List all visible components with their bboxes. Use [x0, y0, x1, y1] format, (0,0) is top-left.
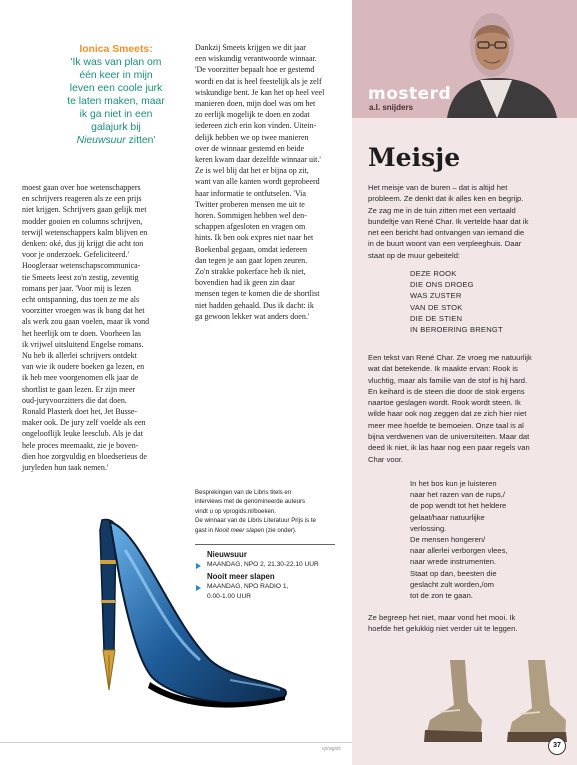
article-column-2: Dankzij Smeets krijgen we dit jaar een wiskundig verantwoorde winnaar. 'De voorzitter bepaalt hoe er gestemd wordt en dat is heel feestelijk als je zelf wiskundige bent. Je kan het op heel veel manieren doen, mijn doel was om het zo eerlijk mogelijk te doen en zodat iedereen zich erin kon vinden. Uitein- delijk hebben we op twee manieren over de winnaar gestemd en beide keren kwam daar dezelfde winnaar uit.' Ze is wel blij dat het er bijna op zit, want van alle kanten wordt geprobeerd haar informatie te ontfutselen. 'Via Twitter proberen mensen me uit te horen. Sommigen hebben wel den- schappen afgesloten en vragen om hints. Ik ben ook expres niet naar het Boekenbal gegaan, omdat iedereen dan tegen je aan gaat lopen zeuren. Zo'n strakke pokerface heb ik niet, bovendien had ik geen zin daar mensen tegen te komen die de shortlist niet hadden gehaald. Dus ik dacht: ik ga gewoon lekker wat anders doen.' — [195, 43, 325, 321]
program-time-nooit-meer-slapen: MAANDAG, NPO RADIO 1, 0.00-1.00 UUR — [207, 583, 289, 600]
page-number: 37 — [548, 737, 566, 755]
column-paragraph-3: Ze begreep het niet, maar vond het mooi. Ik hoefde het gelukkig niet verder uit te leggen. — [368, 613, 518, 634]
fountain-pen-shoe-illustration — [80, 500, 290, 730]
column-paragraph-2: Een tekst van René Char. Ze vroeg me natuurlijk wat dat betekende. Ik maakte ervan: Rook is vluchtig, maar als familie van de stof is hij hard. En keihard is de steen die door de stok ergens naartoe geslagen wordt. Rook wordt steen. Ik wilde haar ook nog zeggen dat ze zich hier niet meer mee hoefde te bemoeien. Onze taal is al bijna verdwenen van de universiteiten. Maar dat deed ik niet, ik las haar nog een paar regels van Char voor. — [368, 353, 532, 464]
column-title: mosterd — [368, 84, 452, 104]
info-box: Besprekingen van de Libris titels en interviews met de genomineerde auteurs vindt u op vprogids.nl/boeken. De winnaar van de Libris Literatuur Prijs is te gast in Nooit meer slapen (zie onder). — [195, 489, 316, 534]
boots-photo — [420, 650, 577, 745]
footer-tag: vprogids — [322, 746, 341, 752]
pull-quote: Ionica Smeets: 'Ik was van plan om één keer in mijn leven een coole jurk te laten maken, maar ik ga niet in een galajurk bij Nieuwsuur zitten' — [67, 44, 165, 146]
column-author: a.l. snijders — [369, 103, 414, 112]
footer-divider — [0, 742, 352, 743]
article-column-1: moest gaan over hoe wetenschappers en schrijvers reageren als ze een prijs niet krijgen. Schrijvers gaan gelijk met modder gooien en columns schrijven, terwijl wetenschappers kalm blijven en denken: oké, dus jij krijgt die acht ton voor je onderzoek. Gefeliciteerd.' Hoogleraar wetenschapscommunica- tie Smeets leest zo'n zestig, zeventig romans per jaar. 'Voor mij is lezen echt ontspanning, dus toen ze me als voorzitter vroegen was ik bang dat het als werk zou gaan voelen, maar ik vond het heerlijk om te doen. Voorheen las ik vrijwel uitsluitend Engelse romans. Nu heb ik allerlei schrijvers ontdekt van wie ik oudere boeken ga lezen, en ik heb mee voorgenomen elk jaar de shortlist te gaan lezen. Er zijn meer oud-juryvoorzitters die dat doen. Ronald Plasterk doet het, Jet Busse- maker ook. De jury zelf voelde als een ongelooflijk leuke leesclub. Als je dat hele proces meemaakt, zie je boven- dien hoe zorgvuldig en bloedserieus de juryleden hun taak nemen.' — [22, 183, 150, 473]
column-poem-2: In het bos kun je luisteren naar het razen van de rups,/ de pop wendt tot het heldere gelaat/haar natuurlijke verlossing. De mensen hongeren/ naar allerlei verborgen vlees, naar wrede instrumenten. Staat op dan, beesten die geslacht zult worden,/om tot de zon te gaan. — [410, 479, 508, 601]
program-title-nooit-meer-slapen: Nooit meer slapen — [207, 572, 275, 581]
quote-speaker: Ionica Smeets — [79, 44, 150, 55]
column-headline: Meisje — [368, 143, 461, 172]
program-title-nieuwsuur: Nieuwsuur — [207, 550, 247, 559]
column-poem-1: DEZE ROOK DIE ONS DROEG WAS ZUSTER VAN DE STOK DIE DE STIEN IN BEROERING BRENGT — [410, 269, 503, 335]
program-time-nieuwsuur: MAANDAG, NPO 2, 21.30-22.10 UUR — [207, 561, 319, 568]
column-paragraph-1: Het meisje van de buren – dat is altijd het probleem. Ze denkt dat ik alles ken en begrijp. Ze zag me in de tuin zitten met een vertaald bundeltje van René Char. Ik vertelde haar dat ik net een bericht had ontvangen van iemand die in de buurt woont van een verpleeghuis. Daar staat op de muur gebeiteld: — [368, 183, 529, 260]
